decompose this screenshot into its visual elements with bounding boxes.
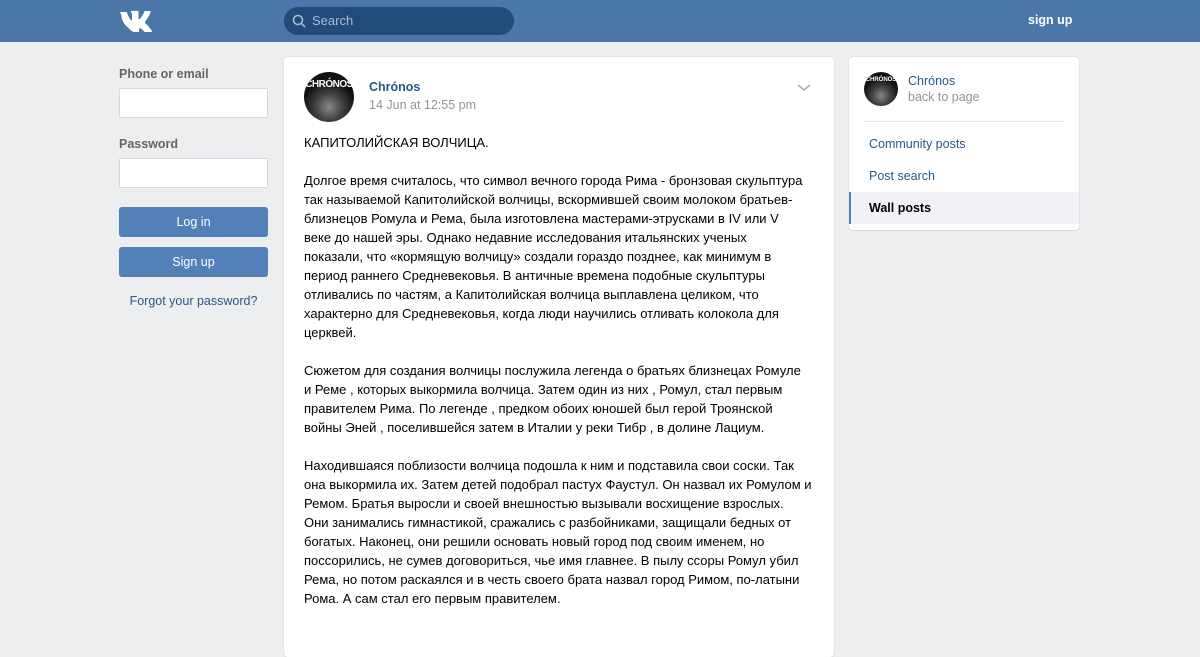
sidebar-item-wall-posts[interactable]: Wall posts (849, 192, 1079, 224)
login-button[interactable]: Log in (119, 207, 268, 237)
text-line: характерно для Средневековья, когда люди научились отливать колокола для (304, 306, 779, 321)
back-to-page-link[interactable]: back to page (908, 90, 980, 104)
text-line: поссорились, не сумев договориться, чье имя главнее. В пылу ссоры Ромул убил (304, 553, 799, 568)
text-line: веке до нашей эры. Однако недавние исследования итальянских ученых (304, 230, 747, 245)
sign-up-link[interactable]: sign up (1028, 13, 1073, 27)
phone-label: Phone or email (119, 67, 209, 81)
text-line: период раннего Средневековья. В античные времена подобные скульптуры (304, 268, 765, 283)
top-bar (0, 0, 1200, 42)
text-line: Рема, но потом раскаялся и в честь своего брата назвал город Римом, по-латыни (304, 572, 800, 587)
text-line: Ремом. Братья выросли и своей внешностью вызывали восхищение взрослых. (304, 496, 784, 511)
chevron-down-icon[interactable] (797, 83, 811, 93)
post-author[interactable]: Chrónos (369, 80, 421, 94)
text-line: Находившаяся поблизости волчица подошла к ним и подставила свои соски. Так (304, 458, 794, 473)
divider (864, 121, 1064, 122)
password-label: Password (119, 137, 179, 151)
author-avatar[interactable] (304, 72, 354, 122)
text-line: Они занимались гимнастикой, сражались с разбойниками, защищали бедных от (304, 515, 792, 530)
text-line: она выкормила их. Затем детей подобрал пастух Фаустул. Он назвал их Ромулом и (304, 477, 812, 492)
sidebar-menu (849, 128, 1079, 224)
search-placeholder: Search (312, 13, 354, 28)
post-text (304, 133, 819, 627)
text-line: отливались по частям, а Капитолийская волчица выплавлена целиком, что (304, 287, 759, 302)
post-paragraph (304, 361, 819, 437)
text-line: Долгое время считалось, что символ вечного города Рима - бронзовая скульптура (304, 173, 803, 188)
text-line: Сюжетом для создания волчицы послужила легенда о братьях близнецах Ромуле (304, 363, 801, 378)
forgot-password-link[interactable]: Forgot your password? (129, 294, 258, 308)
sidebar-item-post-search[interactable]: Post search (869, 169, 936, 183)
text-line: так называемой Капитолийской волчицы, вскормившей своим молоком братьев- (304, 192, 793, 207)
post-paragraph (304, 171, 819, 342)
post-date[interactable]: 14 Jun at 12:55 pm (369, 98, 477, 112)
avatar-logo: CHRÓNOS (865, 77, 897, 83)
search-icon (292, 14, 306, 28)
text-line: Рома. А сам стал его первым правителем. (304, 591, 561, 606)
login-form (119, 67, 268, 308)
avatar-logo: CHRÓNOS (305, 79, 353, 90)
text-line: войны Эней , поселившейся затем в Италии у реки Тибр , в долине Лациум. (304, 420, 765, 435)
text-line: показали, что «кормящую волчицу» создали гораздо позднее, как минимум в (304, 249, 772, 264)
post-paragraph (304, 133, 819, 152)
text-line: и Реме , которых выкормила волчица. Затем один из них , Ромул, стал первым (304, 382, 783, 397)
signup-button[interactable]: Sign up (119, 247, 268, 277)
community-name[interactable]: Chrónos (908, 74, 956, 88)
text-line: близнецов Ромула и Рема, была изготовлена мастерами-этрусками в IV или V (304, 211, 779, 226)
phone-input[interactable] (119, 88, 268, 118)
text-line: церквей. (304, 325, 357, 340)
wall-post (284, 57, 834, 657)
sidebar-card (849, 57, 1079, 230)
search-input[interactable] (284, 7, 514, 35)
post-paragraph (304, 456, 819, 608)
text-line: богатых. Наконец, они решили основать новый город под своим именем, но (304, 534, 765, 549)
vk-logo-icon[interactable] (119, 10, 153, 32)
text-line: КАПИТОЛИЙСКАЯ ВОЛЧИЦА. (304, 135, 489, 150)
community-avatar[interactable] (864, 72, 898, 106)
password-input[interactable] (119, 158, 268, 188)
text-line: правителем Рима. По легенде , предком обоих юношей был герой Троянской (304, 401, 773, 416)
sidebar-item-community-posts[interactable]: Community posts (869, 137, 966, 151)
